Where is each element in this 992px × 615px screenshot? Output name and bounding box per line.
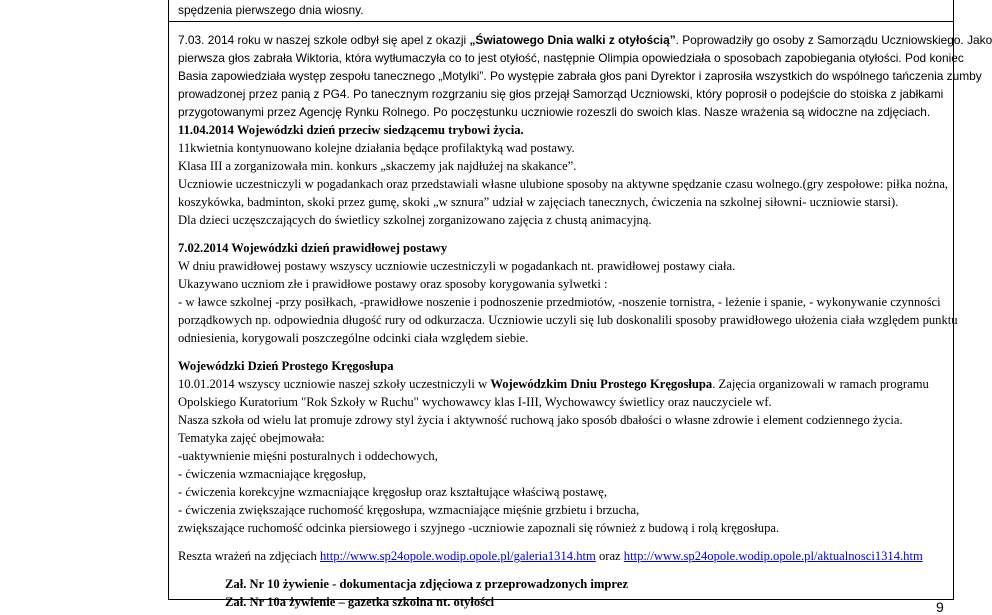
- divider: [168, 21, 954, 22]
- paragraph-line: Klasa III a zorganizowała min. konkurs „skaczemy jak najdłużej na skakance”.: [178, 159, 577, 173]
- section-heading: 7.02.2014 Wojewódzki dzień prawidłowej postawy: [178, 241, 448, 255]
- paragraph-line: przygotowanymi przez Agencję Rynku Rolnego. Po poczęstunku uczniowie rozeszli do swoich klas. Nasze wrażenia są widoczne na zdjęciach.: [178, 105, 931, 119]
- paragraph-line: Nasza szkoła od wielu lat promuje zdrowy styl życia i aktywność ruchową jako sposób dbałości o własne zdrowie i element codziennego życia.: [178, 413, 903, 427]
- paragraph-line: 7.03. 2014 roku w naszej szkole odbył się apel z okazji „Światowego Dnia walki z otyłością”. Poprowadziły go osoby z Samorządu Uczniowskiego. Jako: [178, 33, 992, 47]
- paragraph-line: Opolskiego Kuratorium "Rok Szkoły w Ruchu" wychowawcy klas I-III, Wychowawcy świetlicy oraz nauczyciele wf.: [178, 395, 772, 409]
- paragraph-line: 10.01.2014 wszyscy uczniowie naszej szkoły uczestniczyli w Wojewódzkim Dniu Prostego Kręgosłupa. Zajęcia organizowali w ramach programu: [178, 377, 929, 391]
- paragraph-line: - w ławce szkolnej -przy posiłkach, -prawidłowe noszenie i podnoszenie przedmiotów, -noszenie tornistra, - leżenie i spanie, - wykonywanie czynności: [178, 295, 941, 309]
- page-number: 9: [936, 599, 944, 615]
- paragraph-line: Ukazywano uczniom złe i prawidłowe postawy oraz sposoby korygowania sylwetki :: [178, 277, 608, 291]
- paragraph-line: Basia zapowiedziała występ zespołu tanecznego „Motylki”. Po występie zabrała głos pani Dyrektor i zaprosiła wszystkich do wspólnego tańczenia zumby: [178, 69, 982, 83]
- links-line: Reszta wrażeń na zdjęciach http://www.sp24opole.wodip.opole.pl/galeria1314.htm oraz http://www.sp24opole.wodip.opole.pl/aktualnosci1314.htm: [178, 549, 923, 563]
- paragraph-line: 11kwietnia kontynuowano kolejne działania będące profilaktyką wad postawy.: [178, 141, 575, 155]
- list-item: - ćwiczenia korekcyjne wzmacniające kręgosłup oraz kształtujące właściwą postawę,: [178, 485, 608, 499]
- paragraph-line: spędzenia pierwszego dnia wiosny.: [178, 3, 364, 17]
- section-heading: 11.04.2014 Wojewódzki dzień przeciw siedzącemu trybowi życia.: [178, 123, 524, 137]
- attachment-note: Zał. Nr 10 żywienie - dokumentacja zdjęciowa z przeprowadzonych imprez: [225, 577, 628, 591]
- paragraph-line: prowadzonej przez panią z PG4. Po tanecznym rozgrzaniu się głos przejął Samorząd Uczniowski, który poprosił o podejście do stoiska z jabłkami: [178, 87, 944, 101]
- paragraph-line: W dniu prawidłowej postawy wszyscy uczniowie uczestniczyli w pogadankach nt. prawidłowej postawy ciała.: [178, 259, 736, 273]
- paragraph-line: Tematyka zajęć obejmowała:: [178, 431, 325, 445]
- news-link[interactable]: http://www.sp24opole.wodip.opole.pl/aktualnosci1314.htm: [623, 549, 923, 563]
- paragraph-line: odniesienia, korygowali poszczególne odcinki ciała względem siebie.: [178, 331, 529, 345]
- paragraph-line: Dla dzieci uczęszczających do świetlicy szkolnej zorganizowano zajęcia z chustą animacyjną.: [178, 213, 652, 227]
- paragraph-line: pierwsza głos zabrała Wiktoria, która wytłumaczyła co to jest otyłość, następnie Olimpia opowiedziała o sposobach zapobiegania otyłości. Pod koniec: [178, 51, 964, 65]
- gallery-link[interactable]: http://www.sp24opole.wodip.opole.pl/galeria1314.htm: [319, 549, 596, 563]
- attachment-note: Zał. Nr 10a żywienie – gazetka szkolna nt. otyłości: [225, 595, 495, 609]
- paragraph-line: koszykówka, badminton, skoki przez gumę, skoki „w sznura” udział w zajęciach tanecznych, ćwiczenia na szkolnej siłowni- uczniowie starsi).: [178, 195, 899, 209]
- list-item: -uaktywnienie mięśni posturalnych i oddechowych,: [178, 449, 438, 463]
- list-item: - ćwiczenia wzmacniające kręgosłup,: [178, 467, 367, 481]
- list-item: zwiększające ruchomość odcinka piersiowego i szyjnego -uczniowie zapoznali się również z budową i rolą kręgosłupa.: [178, 521, 780, 535]
- paragraph-line: porządkowych np. odpowiednia długość rury od odkurzacza. Uczniowie uczyli się lub doskonalili sposoby prawidłowego ułożenia ciała względem punktu: [178, 313, 958, 327]
- paragraph-line: Uczniowie uczestniczyli w pogadankach oraz przedstawiali własne ulubione sposoby na aktywne spędzanie czasu wolnego.(gry zespołowe: piłka nożna,: [178, 177, 949, 191]
- section-heading: Wojewódzki Dzień Prostego Kręgosłupa: [178, 359, 394, 373]
- list-item: - ćwiczenia zwiększające ruchomość kręgosłupa, wzmacniające mięśnie grzbietu i brzucha,: [178, 503, 640, 517]
